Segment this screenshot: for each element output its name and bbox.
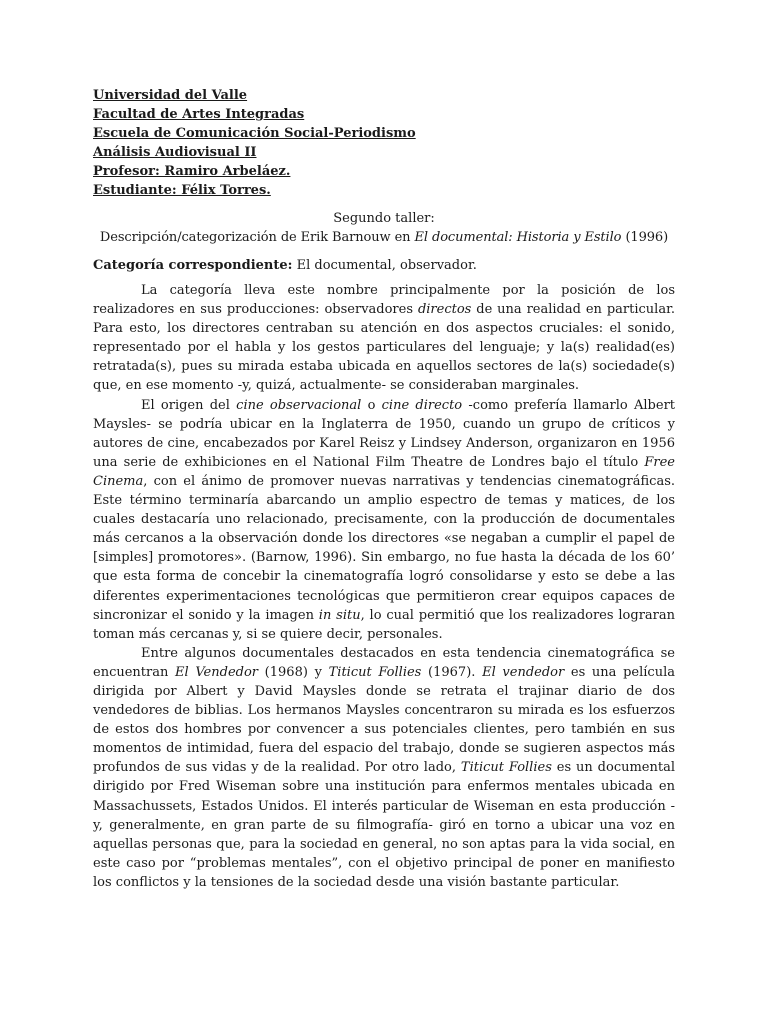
italic-text: cine observacional [236,397,362,413]
paragraph-text: , lo cual permitió que los realizadores lograran toman más cercanas y, si se quiere decir, personales. [93,607,675,642]
document-title [93,209,675,247]
italic-text: cine directo [381,397,463,413]
document-page [93,86,675,892]
paragraph-text: o [361,397,382,413]
body-paragraph [93,281,675,396]
student-name: Estudiante: Félix Torres. [93,183,271,198]
italic-text: directos [417,302,472,318]
paragraph-text: (1968) y [258,664,329,680]
title-line-2-year: (1996) [621,230,669,245]
category-label: Categoría correspondiente: [93,258,293,273]
title-line-1: Segundo taller: [333,211,435,226]
course-name: Análisis Audiovisual II [93,145,257,160]
paragraph-text: es una película dirigida por Albert y David Maysles donde se retrata el trajinar diario de dos vendedores de biblias. Los hermanos Maysles concentraron su mirada es los esfuerzos de estos dos hombres por convencer a sus potenciales clientes, pero también en sus momentos de intimidad, fuera del espacio del trabajo, donde se sugieren aspectos más profundos de sus vidas y de la realidad. Por otro lado, [93,664,675,776]
paragraph-text: -como prefería llamarlo Albert Maysles- se podría ubicar en la Inglaterra de 1950, cuando un grupo de críticos y autores de cine, encabezados por Karel Reisz y Lindsey Anderson, organizaron en 1956 una serie de exhibiciones en el National Film Theatre de Londres bajo el título [93,397,676,470]
paragraph-text: La categoría lleva este nombre principalmente por la posición de los realizadores en sus producciones: observadores [93,283,675,318]
italic-text: El vendedor [482,664,565,680]
school-name: Escuela de Comunicación Social-Periodismo [93,126,416,141]
book-title: El documental: Historia y Estilo [414,230,622,245]
paragraph-text: , con el ánimo de promover nuevas narrativas y tendencias cinematográficas. Este término terminaría abarcando un amplio espectro de temas y matices, de los cuales destacaría uno relacionado, precisamente, con la producción de documentales más cercanos a la observación donde los directores «se negaban a cumplir el papel de [simples] promotores». (Barnow, 1996). Sin embargo, no fue hasta la década de los 60’ que esta forma de concebir la cinematografía logró consolidarse y esto se debe a las diferentes experimentaciones tecnológicas que permitieron crear equipos capaces de sincronizar el sonido y la imagen [93,473,675,623]
category-value: El documental, observador. [292,258,477,273]
paragraph-text: Entre algunos documentales destacados en esta tendencia cinematográfica se encuentran [93,645,675,680]
body-paragraph [93,396,675,644]
italic-text: Titicut Follies [328,664,422,680]
professor-name: Profesor: Ramiro Arbeláez. [93,164,291,179]
italic-text: Titicut Follies [460,760,552,776]
category-line [93,256,675,275]
italic-text: Free Cinema [93,454,675,489]
faculty-name: Facultad de Artes Integradas [93,107,305,122]
document-header [93,86,675,200]
body-paragraph [93,644,675,892]
italic-text: in situ [318,607,361,623]
title-line-2-text: Descripción/categorización de Erik Barnouw en [99,230,415,245]
italic-text: El Vendedor [175,664,258,680]
paragraph-text: de una realidad en particular. Para esto, los directores centraban su atención en dos aspectos cruciales: el sonido, representado por el habla y los gestos particulares del lenguaje; y la(s) realidad(es) retratada(s), pues su mirada estaba ubicada en aquellos sectores de la(s) sociedade(s) que, en ese momento -y, quizá, actualmente- se consideraban marginales. [93,302,675,394]
paragraph-text: es un documental dirigido por Fred Wiseman sobre una institución para enfermos mentales ubicada en Massachussets, Estados Unidos. El interés particular de Wiseman en esta producción -y, generalmente, en gran parte de su filmografía- giró en torno a ubicar una voz en aquellas personas que, para la sociedad en general, no son aptas para la vida social, en este caso por “problemas mentales”, con el objetivo principal de poner en manifiesto los conflictos y la tensiones de la sociedad desde una visión bastante particular. [93,760,676,890]
university-name: Universidad del Valle [93,88,248,103]
document-body [93,281,675,892]
paragraph-text: (1967). [421,664,483,680]
paragraph-text: El origen del [141,397,237,413]
title-line-2 [93,228,675,247]
